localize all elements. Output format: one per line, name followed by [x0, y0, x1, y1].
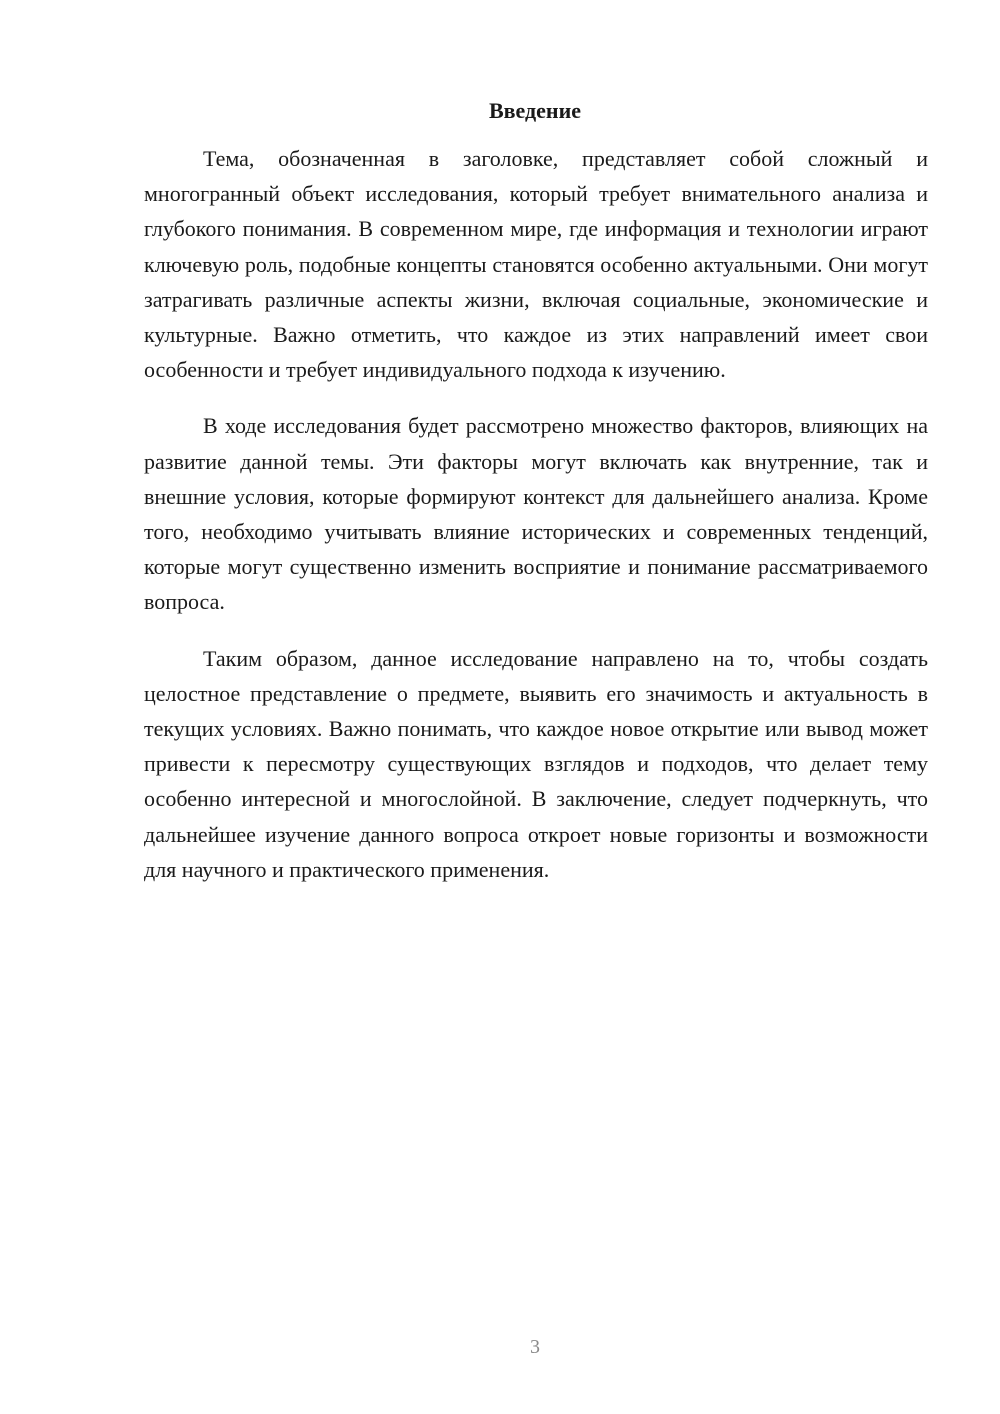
- document-body: [144, 141, 928, 908]
- page-number: 3: [530, 1336, 540, 1358]
- paragraph-2: В ходе исследования будет рассмотрено множество факторов, влияющих на развитие данной темы. Эти факторы могут включать как внутренние, так и внешние условия, которые формируют контекст для дальнейшего анализа. Кроме того, необходимо учитывать влияние исторических и современных тенденций, которые могут существенно изменить восприятие и понимание рассматриваемого вопроса.: [144, 413, 928, 615]
- page-heading: Введение: [488, 98, 582, 123]
- paragraph-1: Тема, обозначенная в заголовке, представляет собой сложный и многогранный объект исследования, который требует внимательного анализа и глубокого понимания. В современном мире, где информация и технологии играют ключевую роль, подобные концепты становятся особенно актуальными. Они могут затрагивать различные аспекты жизни, включая социальные, экономические и культурные. Важно отметить, что каждое из этих направлений имеет свои особенности и требует индивидуального подхода к изучению.: [144, 146, 928, 383]
- paragraph-3: Таким образом, данное исследование направлено на то, чтобы создать целостное представление о предмете, выявить его значимость и актуальность в текущих условиях. Важно понимать, что каждое новое открытие или вывод может привести к пересмотру существующих взглядов и подходов, что делает тему особенно интересной и многослойной. В заключение, следует подчеркнуть, что дальнейшее изучение данного вопроса откроет новые горизонты и возможности для научного и практического применения.: [144, 645, 928, 882]
